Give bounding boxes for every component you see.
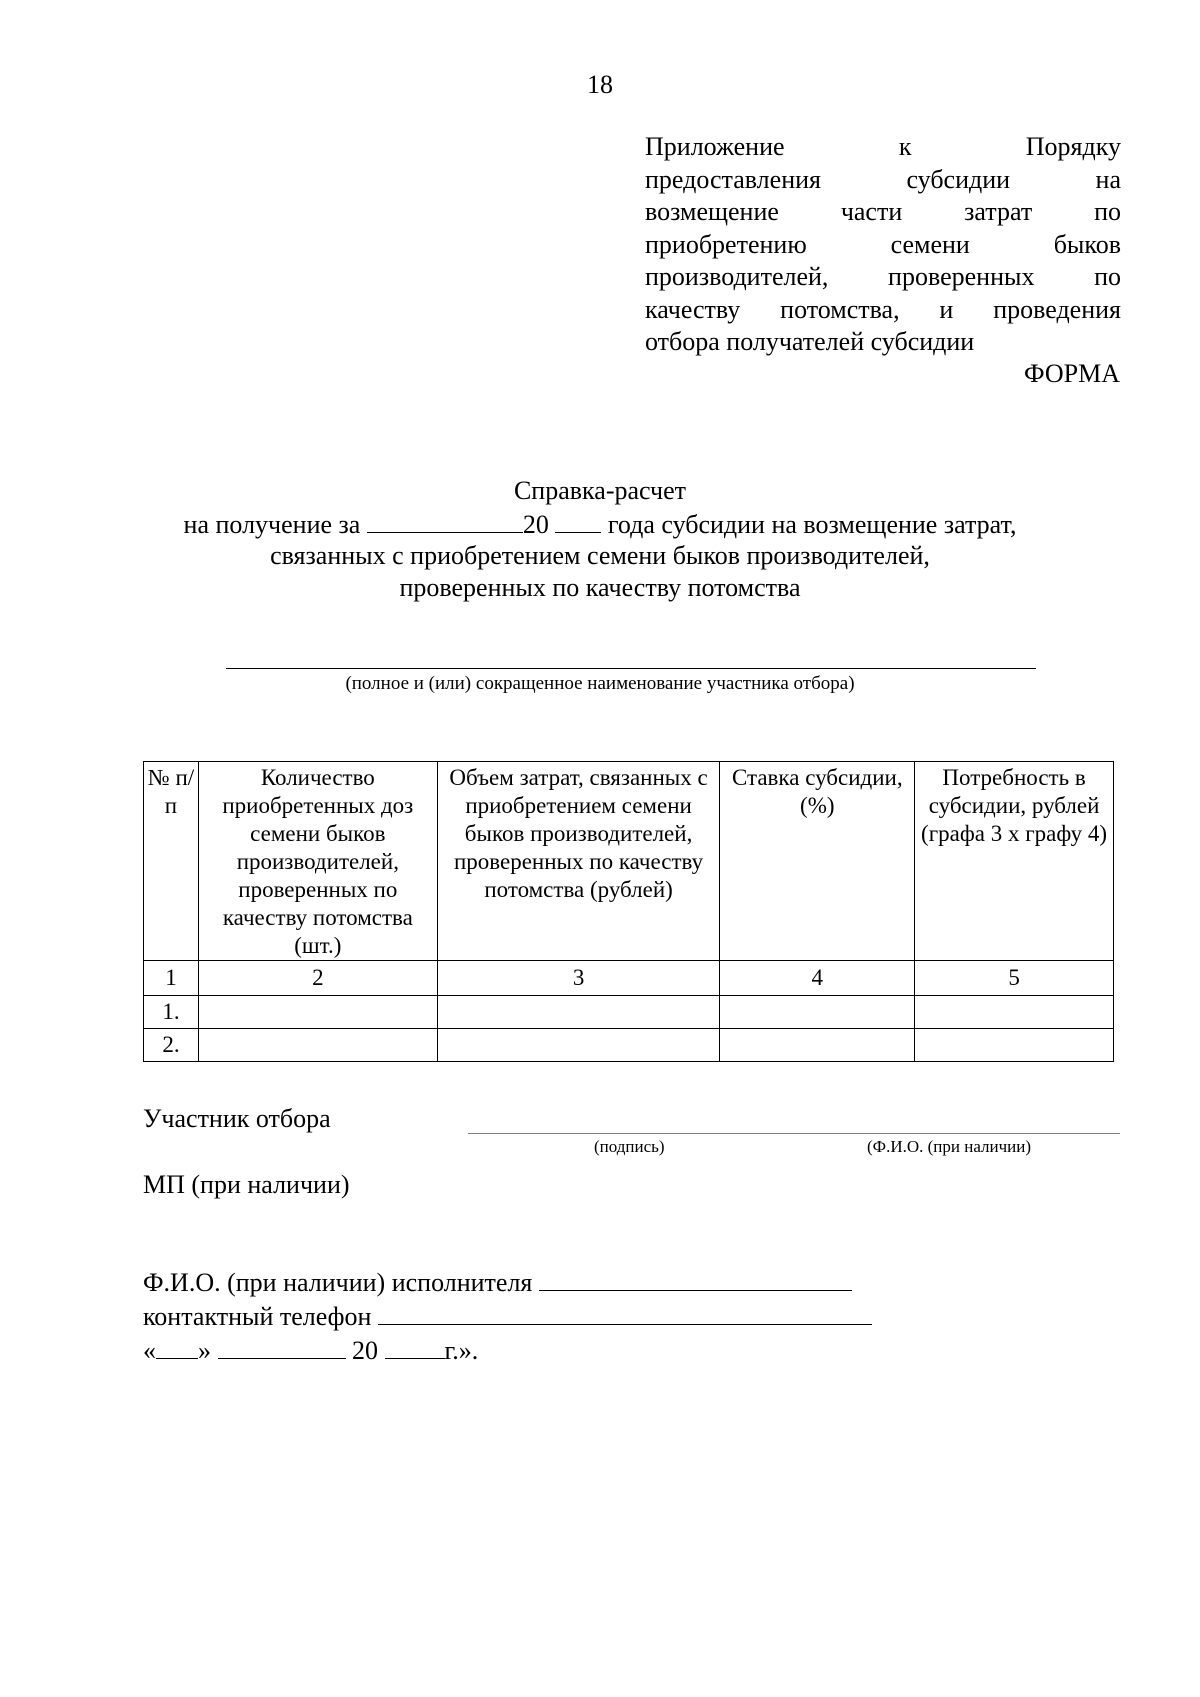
year-field[interactable]	[385, 1334, 445, 1359]
stamp-label: МП (при наличии)	[143, 1170, 350, 1199]
column-number: 5	[915, 961, 1114, 996]
table-header-row	[144, 762, 1114, 961]
executor-label: Ф.И.О. (при наличии) исполнителя	[143, 1268, 533, 1297]
appendix-note	[645, 131, 1121, 359]
column-number: 4	[720, 961, 915, 996]
phone-line	[143, 1300, 872, 1332]
date-line	[143, 1334, 478, 1366]
signature-caption: (подпись)	[594, 1137, 665, 1156]
document-subtitle-line: проверенных по качеству потомства	[399, 573, 801, 602]
subsidy-table	[143, 761, 1114, 1062]
date-suffix: г.».	[444, 1336, 479, 1365]
month-field[interactable]	[218, 1334, 346, 1359]
table-cell[interactable]	[437, 996, 720, 1029]
executor-line	[143, 1266, 852, 1298]
appendix-line: отбора получателей субсидии	[645, 327, 975, 356]
table-cell[interactable]	[915, 996, 1114, 1029]
participant-name-caption: (полное и (или) сокращенное наименование участника отбора)	[345, 673, 855, 694]
period-blank[interactable]	[367, 508, 523, 533]
page-number: 18	[587, 70, 613, 99]
document-subtitle-line: связанных с приобретением семени быков производителей,	[270, 541, 930, 570]
appendix-line: предоставления субсидии на	[645, 164, 1121, 194]
table-header: № п/п	[144, 762, 199, 961]
table-header: Ставка субсидии, (%)	[720, 762, 915, 961]
table-cell[interactable]	[198, 996, 437, 1029]
appendix-line: качеству потомства, и проведения	[645, 294, 1121, 324]
executor-name-field[interactable]	[539, 1266, 852, 1291]
day-field[interactable]	[156, 1334, 198, 1359]
year-blank[interactable]	[555, 508, 601, 533]
participant-name-field[interactable]	[226, 668, 1036, 669]
document-subtitle-line	[0, 508, 1200, 540]
column-number: 3	[437, 961, 720, 996]
table-header: Объем затрат, связанных с приобретением семени быков производителей, проверенных по качеству потомства (рублей)	[437, 762, 720, 961]
appendix-line: возмещение части затрат по	[645, 197, 1121, 226]
table-row	[144, 996, 1114, 1029]
phone-field[interactable]	[378, 1300, 872, 1325]
row-number: 2.	[144, 1029, 199, 1062]
form-label: ФОРМА	[1024, 359, 1120, 388]
table-cell[interactable]	[198, 1029, 437, 1062]
date-year-prefix: 20	[352, 1336, 378, 1365]
subtitle-suffix: года субсидии на возмещение затрат,	[607, 510, 1017, 539]
phone-label: контактный телефон	[143, 1302, 372, 1331]
appendix-line: Приложение к Порядку	[645, 132, 1121, 161]
table-cell[interactable]	[720, 996, 915, 1029]
participant-label: Участник отбора	[143, 1104, 331, 1133]
appendix-line: приобретению семени быков	[645, 229, 1121, 259]
table-cell[interactable]	[915, 1029, 1114, 1062]
name-caption: (Ф.И.О. (при наличии)	[867, 1137, 1032, 1156]
table-row	[144, 1029, 1114, 1062]
column-number-row	[144, 961, 1114, 996]
table-header: Количество приобретенных доз семени быков производителей, проверенных по качеству потомства (шт.)	[198, 762, 437, 961]
table-header: Потребность в субсидии, рублей (графа 3 х графу 4)	[915, 762, 1114, 961]
date-open-quote: «	[143, 1336, 156, 1365]
row-number: 1.	[144, 996, 199, 1029]
year-prefix: 20	[522, 510, 549, 539]
document-title: Справка-расчет	[513, 476, 687, 505]
table-cell[interactable]	[437, 1029, 720, 1062]
column-number: 1	[144, 961, 199, 996]
table-cell[interactable]	[720, 1029, 915, 1062]
signature-field[interactable]	[468, 1133, 1120, 1134]
subtitle-prefix: на получение за	[183, 510, 361, 539]
column-number: 2	[198, 961, 437, 996]
date-close-quote: »	[198, 1336, 211, 1365]
appendix-line: производителей, проверенных по	[645, 262, 1121, 291]
